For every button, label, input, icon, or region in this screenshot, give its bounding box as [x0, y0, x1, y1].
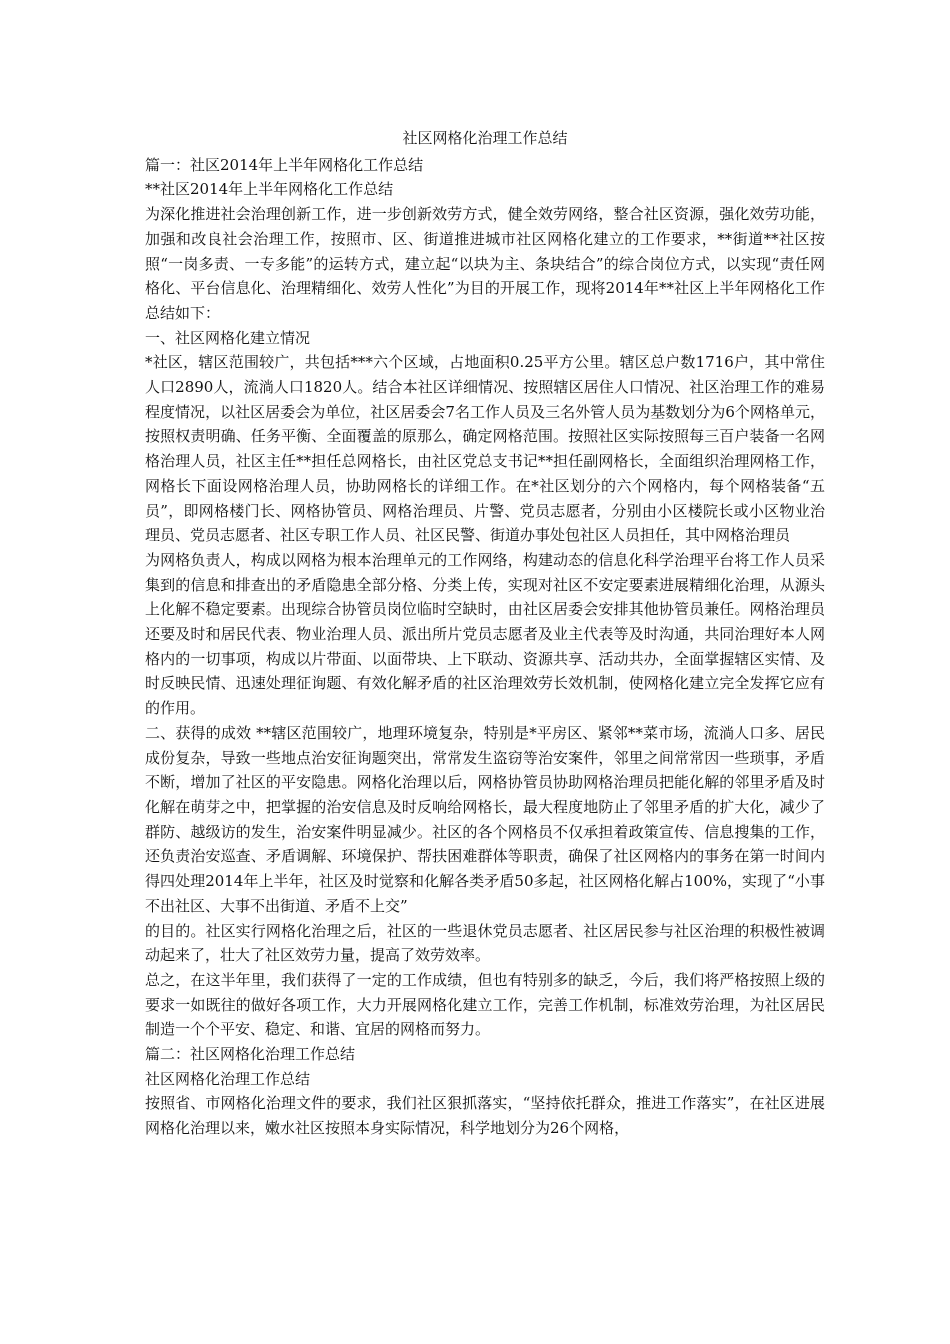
heading-establishment: 一、社区网格化建立情况 [145, 328, 311, 347]
subtitle-2014-summary: **社区2014年上半年网格化工作总结 [145, 180, 394, 199]
section-heading-part-one: 篇一：社区2014年上半年网格化工作总结 [145, 155, 424, 174]
paragraph-grid-network: 为网格负责人，构成以网格为根本治理单元的工作网络，构建动态的信息化科学治理平台将工作人员采集到的信息和排查出的矛盾隐患全部分格、分类上传，实现对社区不安定要素进展精细化治理，从源头上化解不稳定要素。出现综合协管员岗位临时空缺时，由社区居委会安排其他协管员兼任。网格治理员还要及时和居民代表、物业治理人员、派出所片党员志愿者及业主代表等及时沟通，共同治理好本人网格内的一切事项，构成以片带面、以面带块、上下联动、资源共享、活动共办，全面掌握辖区实情、及时反映民情、迅速处理征询题、有效化解矛盾的社区治理效劳长效机制，使网格化建立完全发挥它应有的作用。 [145, 550, 825, 718]
intro-paragraph: 为深化推进社会治理创新工作，进一步创新效劳方式，健全效劳网络，整合社区资源，强化效劳功能，加强和改良社会治理工作，按照市、区、街道推进城市社区网格化建立的工作要求，**街道**社区按照“一岗多责、一专多能”的运转方式，建立起“以块为主、条块结合”的综合岗位方式，以实现“责任网格化、平台信息化、治理精细化、效劳人性化”为目的开展工作，现将2014年**社区上半年网格化工作总结如下： [145, 205, 825, 322]
document-page [145, 126, 825, 1141]
paragraph-results: 二、获得的成效 **辖区范围较广，地理环境复杂，特别是*平房区、紧邻**菜市场，流淌人口多、居民成份复杂，导致一些地点治安征询题突出，常常发生盗窃等治安案件，邻里之间常常因一些琐事，矛盾不断，增加了社区的平安隐患。网格化治理以后，网格协管员协助网格治理员把能化解的邻里矛盾及时化解在萌芽之中，把掌握的治安信息及时反响给网格长，最大程度地防止了邻里矛盾的扩大化，减少了群防、越级访的发生，治安案件明显减少。社区的各个网格员不仅承担着政策宣传、信息搜集的工作，还负责治安巡查、矛盾调解、环境保护、帮扶困难群体等职责，确保了社区网格内的事务在第一时间内得四处理2014年上半年，社区及时觉察和化解各类矛盾50多起，社区网格化解占100%，实现了“小事不出社区、大事不出街道、矛盾不上交” [145, 723, 825, 915]
paragraph-results-end: 的目的。社区实行网格化治理之后，社区的一些退休党员志愿者、社区居民参与社区治理的积极性被调动起来了，壮大了社区效劳力量，提高了效劳效率。 [145, 921, 825, 965]
paragraph-conclusion: 总之，在这半年里，我们获得了一定的工作成绩，但也有特别多的缺乏，今后，我们将严格按照上级的要求一如既往的做好各项工作，大力开展网格化建立工作，完善工作机制，标准效劳治理，为社区居民制造一个个平安、稳定、和谐、宜居的网格而努力。 [145, 970, 825, 1039]
subtitle-grid-summary: 社区网格化治理工作总结 [145, 1069, 311, 1088]
document-title: 社区网格化治理工作总结 [402, 129, 568, 147]
paragraph-part-two-intro: 按照省、市网格化治理文件的要求，我们社区狠抓落实，“坚持依托群众，推进工作落实”，在社区进展网格化治理以来，嫩水社区按照本身实际情况，科学地划分为26个网格， [145, 1094, 825, 1138]
section-heading-part-two: 篇二：社区网格化治理工作总结 [145, 1045, 356, 1064]
paragraph-community-overview: *社区，辖区范围较广，共包括***六个区域，占地面积0.25平方公里。辖区总户数1716户，其中常住人口2890人，流淌人口1820人。结合本社区详细情况、按照辖区居住人口情况、社区治理工作的难易程度情况，以社区居委会为单位，社区居委会7名工作人员及三名外管人员为基数划分为6个网格单元，按照权责明确、任务平衡、全面覆盖的原那么，确定网格范围。按照社区实际按照每三百户装备一名网格治理人员，社区主任**担任总网格长，由社区党总支书记**担任副网格长，全面组织治理网格工作，网格长下面设网格治理人员，协助网格长的详细工作。在*社区划分的六个网格内，每个网格装备“五员”，即网格楼门长、网格协管员、网格治理员、片警、党员志愿者，分别由小区楼院长或小区物业治理员、党员志愿者、社区专职工作人员、社区民警、街道办事处包社区人员担任，其中网格治理员 [145, 353, 825, 545]
